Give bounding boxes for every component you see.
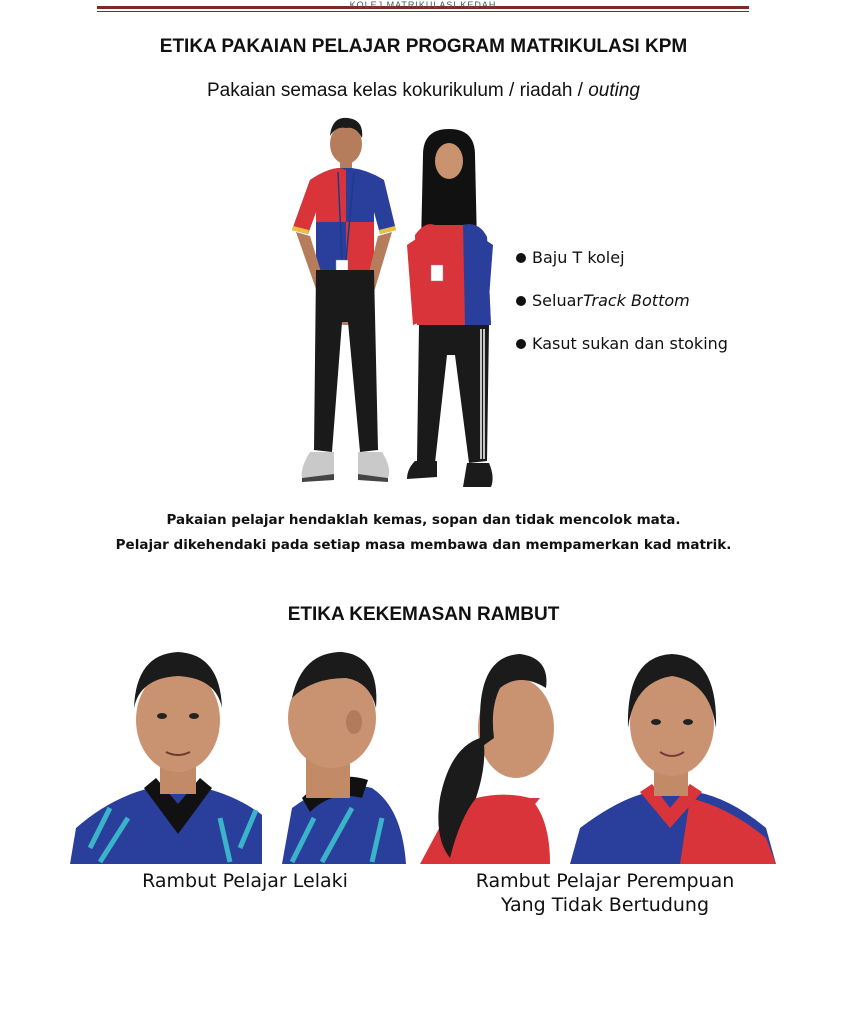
bullet-text-italic: Track Bottom (582, 291, 690, 310)
section-title-hair: ETIKA KEKEMASAN RAMBUT (287, 604, 560, 625)
section-title-attire: ETIKA PAKAIAN PELAJAR PROGRAM MATRIKULASI KPM (159, 36, 688, 57)
female-hair-side-photo (420, 648, 570, 864)
attire-note-2: Pelajar dikehendaki pada setiap masa membawa dan mempamerkan kad matrik. (115, 537, 732, 553)
attire-subtitle (0, 80, 847, 102)
bullet-dot-icon (516, 253, 526, 263)
bullet-dot-icon (516, 339, 526, 349)
bullet-text: Kasut sukan dan stoking (532, 334, 728, 353)
attire-note-1: Pakaian pelajar hendaklah kemas, sopan dan tidak mencolok mata. (166, 512, 681, 528)
bullet-item (514, 334, 728, 377)
bullet-text: Baju T kolej (532, 248, 625, 267)
page-header-rule (97, 0, 749, 12)
bullet-item (514, 291, 728, 334)
female-student-photo (405, 125, 495, 495)
caption-female-line-2: Yang Tidak Bertudung (500, 894, 710, 916)
caption-female-hair (455, 869, 755, 917)
bullet-item (514, 248, 728, 291)
bullet-text: Seluar (532, 291, 583, 310)
caption-female-line-1: Rambut Pelajar Perempuan (475, 870, 735, 892)
subtitle-italic: outing (588, 80, 640, 101)
male-student-photo (288, 112, 400, 494)
bullet-dot-icon (516, 296, 526, 306)
caption-male-hair: Rambut Pelajar Lelaki (142, 870, 348, 892)
male-hair-front-photo (70, 648, 284, 864)
male-hair-side-photo (262, 648, 406, 864)
page-header-text: KOLEJ MATRIKULASI KEDAH (349, 0, 497, 10)
female-hair-front-photo (570, 648, 776, 864)
attire-bullet-list (514, 248, 728, 377)
subtitle-main: Pakaian semasa kelas kokurikulum / riadah / (206, 80, 589, 101)
